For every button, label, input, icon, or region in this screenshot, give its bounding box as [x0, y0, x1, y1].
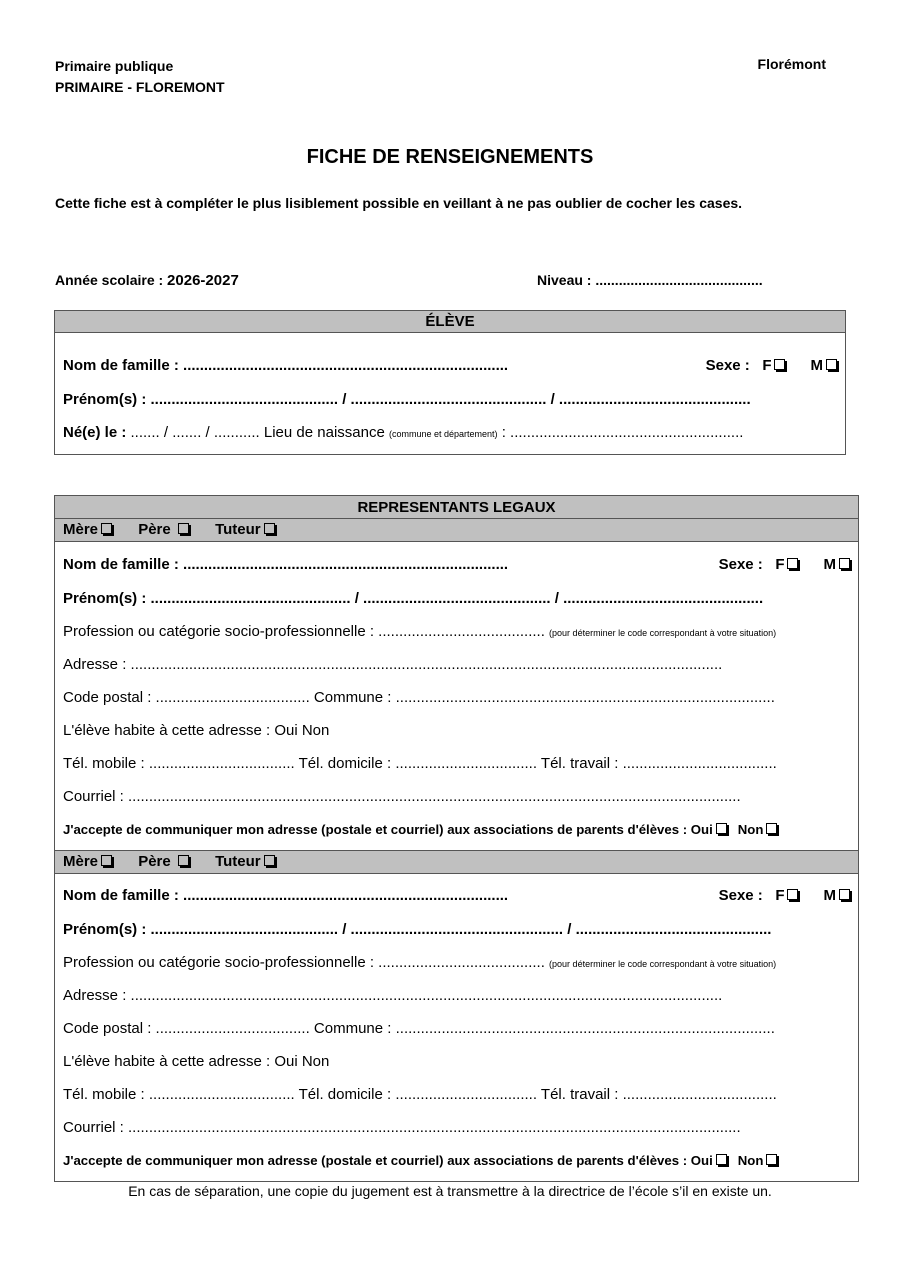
representant1-tuteur-checkbox[interactable]	[264, 523, 275, 534]
representant2-tel-row[interactable]	[63, 1086, 850, 1103]
representant2-sexe-f-checkbox[interactable]	[787, 889, 798, 900]
eleve-sexe-label: Sexe :	[705, 357, 750, 374]
eleve-nom-row[interactable]	[63, 357, 837, 374]
representant2-type-band	[55, 850, 858, 874]
eleve-nee-label: Né(e) le :	[63, 424, 131, 441]
representant1-accepte-oui-label: Oui	[690, 822, 713, 837]
representant2-prenoms-field[interactable]: Prénom(s) : ............................................. / ................................................... / ...............................................	[63, 921, 772, 938]
eleve-nee-dots[interactable]: ....... / ....... / ........... Lieu de naissance	[130, 424, 389, 441]
eleve-sexe-f-checkbox[interactable]	[774, 359, 785, 370]
school-year	[55, 272, 239, 289]
school-year-value: 2026-2027	[167, 272, 239, 289]
representant2-tuteur-option[interactable]	[215, 851, 275, 873]
representant2-tel-field[interactable]: Tél. mobile : ................................... Tél. domicile : .................................. Tél. travail : .....................................	[63, 1086, 777, 1103]
representant2-mere-checkbox[interactable]	[101, 855, 112, 866]
representant2-accepte-oui-checkbox[interactable]	[716, 1154, 727, 1165]
representant1-adresse-field[interactable]: Adresse : ..............................................................................................................................................	[63, 656, 723, 673]
representant2-pere-checkbox[interactable]	[178, 855, 189, 866]
school-year-label: Année scolaire :	[55, 272, 168, 288]
representant1-sexe-f-checkbox[interactable]	[787, 558, 798, 569]
representant1-accepte-non-checkbox[interactable]	[766, 823, 777, 834]
representant2-profession-row[interactable]	[63, 954, 850, 971]
representant1-profession-note: (pour déterminer le code correspondant à votre situation)	[549, 628, 777, 638]
school-town: Florémont	[757, 56, 826, 72]
representant1-sexe-m-label: M	[823, 556, 836, 573]
representant2-accepte-oui-label: Oui	[690, 1153, 713, 1168]
representant1-code-postal-row[interactable]	[63, 689, 850, 706]
representant2-sexe-m-checkbox[interactable]	[839, 889, 850, 900]
eleve-section	[54, 310, 846, 455]
footer-note: En cas de séparation, une copie du jugement est à transmettre à la directrice de l’école s’il en existe un.	[128, 1183, 772, 1199]
representant2-courriel-row[interactable]	[63, 1119, 850, 1136]
representants-section	[54, 495, 859, 1182]
representant1-habite-field[interactable]: L'élève habite à cette adresse : Oui Non	[63, 722, 330, 739]
representant2-courriel-field[interactable]: Courriel : ...................................................................................................................................................	[63, 1119, 741, 1136]
representant1-sexe-m-checkbox[interactable]	[839, 558, 850, 569]
representant1-accepte-text: J'accepte de communiquer mon adresse (postale et courriel) aux associations de parents d'élèves :	[63, 822, 691, 837]
representant2-tuteur-checkbox[interactable]	[264, 855, 275, 866]
representant1-mere-label: Mère	[63, 521, 99, 538]
eleve-sexe-f-label: F	[762, 357, 772, 374]
representant1-nom-field[interactable]: Nom de famille : ..............................................................................	[63, 556, 509, 573]
representant1-mere-option[interactable]	[63, 519, 112, 541]
representant1-tuteur-label: Tuteur	[215, 521, 261, 538]
eleve-prenoms-field[interactable]: Prénom(s) : ............................................. / ............................................... / ..............................................	[63, 391, 751, 408]
representant1-accepte-oui-checkbox[interactable]	[716, 823, 727, 834]
eleve-naissance-row[interactable]	[63, 424, 837, 441]
representant2-prenoms-row[interactable]	[63, 921, 850, 938]
representant2-accepte-text: J'accepte de communiquer mon adresse (postale et courriel) aux associations de parents d'élèves :	[63, 1153, 691, 1168]
representant2-accepte-non-checkbox[interactable]	[766, 1154, 777, 1165]
representant1-nom-row[interactable]	[63, 556, 850, 573]
representant2-sexe-label: Sexe :	[718, 887, 763, 904]
representant2-nom-row[interactable]	[63, 887, 850, 904]
representant1-accepte-row	[63, 822, 850, 837]
representant1-courriel-row[interactable]	[63, 788, 850, 805]
representant2-pere-option[interactable]	[138, 851, 189, 873]
eleve-nee-small: (commune et département)	[388, 429, 498, 439]
representant1-sexe-label: Sexe :	[718, 556, 763, 573]
school-type: Primaire publique	[55, 58, 174, 74]
eleve-sexe	[706, 357, 837, 374]
eleve-nom-field[interactable]: Nom de famille : ..............................................................................	[63, 357, 509, 374]
representant2-sexe-f-label: F	[775, 887, 785, 904]
representant2-profession-note: (pour déterminer le code correspondant à votre situation)	[549, 959, 777, 969]
representant1-prenoms-field[interactable]: Prénom(s) : ................................................ / ............................................. / ................................................	[63, 590, 764, 607]
representant1-code-postal-field[interactable]: Code postal : ..................................... Commune : ...........................................................................................	[63, 689, 775, 706]
representant2-code-postal-field[interactable]: Code postal : ..................................... Commune : ...........................................................................................	[63, 1020, 775, 1037]
representant1-prenoms-row[interactable]	[63, 590, 850, 607]
representant1-pere-checkbox[interactable]	[178, 523, 189, 534]
eleve-prenoms-row[interactable]	[63, 391, 837, 408]
school-header	[55, 56, 225, 98]
representant1-pere-option[interactable]	[138, 519, 189, 541]
representant2-sexe-m-label: M	[823, 887, 836, 904]
representant2-habite-field[interactable]: L'élève habite à cette adresse : Oui Non	[63, 1053, 330, 1070]
representant1-profession-row[interactable]	[63, 623, 850, 640]
page-title: FICHE DE RENSEIGNEMENTS	[306, 146, 594, 168]
representant2-code-postal-row[interactable]	[63, 1020, 850, 1037]
eleve-sexe-m-label: M	[810, 357, 823, 374]
representant1-habite-row[interactable]	[63, 722, 850, 739]
representant1-tel-field[interactable]: Tél. mobile : ................................... Tél. domicile : .................................. Tél. travail : .....................................	[63, 755, 777, 772]
eleve-band: ÉLÈVE	[55, 311, 845, 333]
representant2-accepte-non-label: Non	[737, 1153, 764, 1168]
representant2-profession-field[interactable]: Profession ou catégorie socio-professionnelle : ........................................	[63, 954, 550, 971]
representant2-adresse-field[interactable]: Adresse : ..............................................................................................................................................	[63, 987, 723, 1004]
representant2-sexe	[719, 887, 850, 904]
representants-band: REPRESENTANTS LEGAUX	[55, 496, 858, 519]
representant1-tel-row[interactable]	[63, 755, 850, 772]
representant1-profession-field[interactable]: Profession ou catégorie socio-professionnelle : ........................................	[63, 623, 550, 640]
eleve-nee-end[interactable]: : ........................................................	[497, 424, 744, 441]
representant1-mere-checkbox[interactable]	[101, 523, 112, 534]
representant2-adresse-row[interactable]	[63, 987, 850, 1004]
representant1-sexe-f-label: F	[775, 556, 785, 573]
representant2-accepte-row	[63, 1153, 850, 1168]
niveau-field[interactable]: Niveau : ...........................................	[537, 272, 763, 288]
representant2-pere-label: Père	[138, 853, 171, 870]
representant1-accepte-non-label: Non	[737, 822, 764, 837]
representant2-mere-label: Mère	[63, 853, 99, 870]
representant1-courriel-field[interactable]: Courriel : ...................................................................................................................................................	[63, 788, 741, 805]
representant1-tuteur-option[interactable]	[215, 519, 275, 541]
representant2-habite-row[interactable]	[63, 1053, 850, 1070]
representant2-mere-option[interactable]	[63, 851, 112, 873]
intro-text: Cette fiche est à compléter le plus lisiblement possible en veillant à ne pas oublier de cocher les cases.	[55, 195, 743, 211]
representant1-sexe	[719, 556, 850, 573]
representant1-type-band	[55, 519, 858, 542]
representant2-nom-field[interactable]: Nom de famille : ..............................................................................	[63, 887, 509, 904]
school-name: PRIMAIRE - FLOREMONT	[55, 79, 225, 95]
representant1-pere-label: Père	[138, 521, 171, 538]
representant1-adresse-row[interactable]	[63, 656, 850, 673]
eleve-sexe-m-checkbox[interactable]	[826, 359, 837, 370]
representant2-tuteur-label: Tuteur	[215, 853, 261, 870]
